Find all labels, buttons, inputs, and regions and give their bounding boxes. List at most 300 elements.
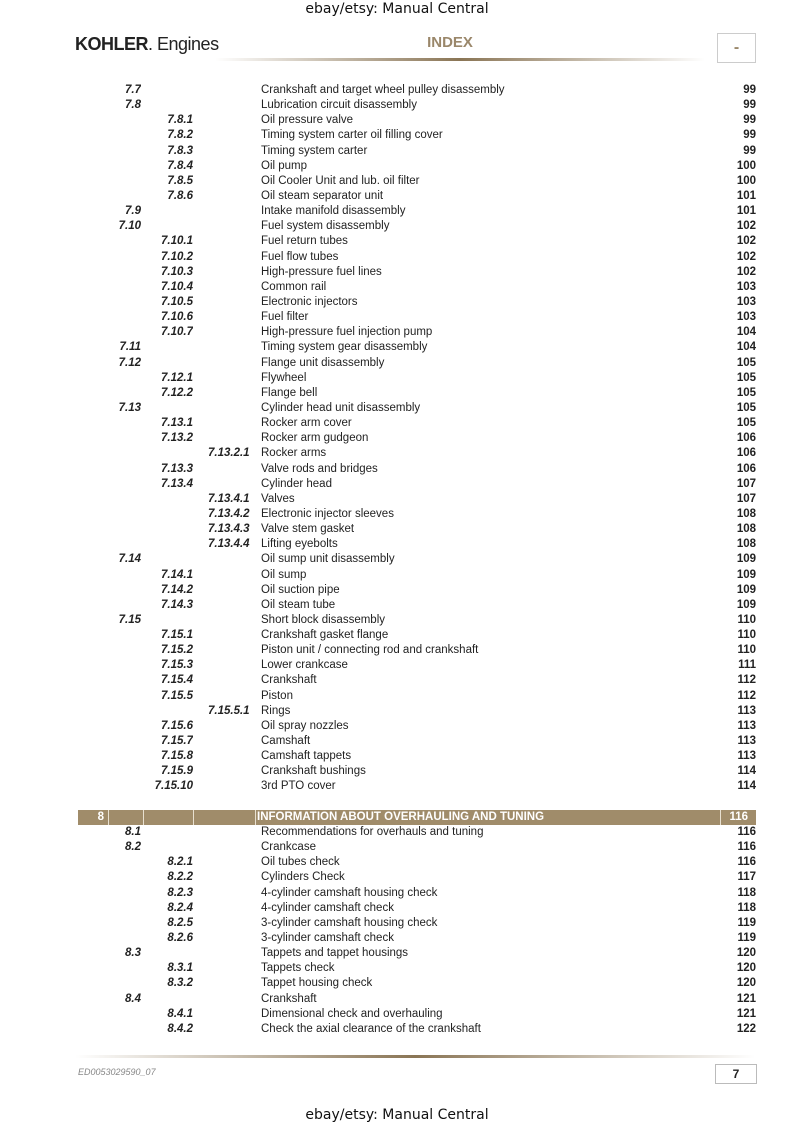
entry-number-spacer [78, 704, 141, 719]
entry-page: 114 [737, 765, 756, 778]
entry-number-spacer [208, 295, 258, 310]
index-entry[interactable] [78, 749, 756, 764]
entry-number: 7.10.5 [161, 295, 193, 308]
index-entry[interactable] [78, 916, 756, 931]
page-number: 7 [715, 1064, 757, 1084]
index-entry[interactable] [78, 204, 756, 219]
index-entry[interactable] [78, 431, 756, 446]
entry-number: 7.15.2 [161, 644, 193, 657]
index-entry[interactable] [78, 537, 756, 552]
entry-page: 102 [736, 220, 756, 233]
entry-title: Oil spray nozzles [261, 719, 349, 732]
index-entry[interactable] [78, 310, 756, 325]
entry-number: 7.12 [118, 356, 141, 369]
entry-number-spacer [78, 431, 141, 446]
entry-page: 109 [736, 598, 756, 611]
entry-number-spacer [141, 522, 193, 537]
entry-number-spacer [141, 204, 193, 219]
entry-number: 7.8.5 [167, 174, 193, 187]
entry-number: 7.14 [118, 553, 141, 566]
entry-number-spacer [141, 219, 193, 234]
entry-number-spacer [208, 568, 258, 583]
entry-page: 109 [736, 583, 756, 596]
entry-page: 107 [736, 477, 756, 490]
index-entry[interactable] [78, 189, 756, 204]
entry-title: Fuel system disassembly [261, 220, 390, 233]
index-entry[interactable] [78, 870, 756, 885]
entry-number: 7.8.3 [167, 144, 193, 157]
entry-number: 7.15.4 [161, 674, 193, 687]
entry-number: 7.13.4.3 [208, 523, 250, 536]
entry-number-spacer [208, 113, 258, 128]
entry-page: 106 [736, 432, 756, 445]
entry-number-spacer [208, 613, 258, 628]
entry-number: 7.10.6 [161, 311, 193, 324]
section-number: 8 [97, 811, 104, 823]
entry-title: Electronic injector sleeves [261, 507, 394, 520]
entry-number-spacer [78, 886, 141, 901]
entry-number: 7.14.1 [161, 568, 193, 581]
entry-number-spacer [208, 250, 258, 265]
entry-number-spacer [78, 719, 141, 734]
entry-number-spacer [78, 174, 141, 189]
entry-number: 7.13.4.1 [208, 492, 250, 505]
entry-page: 121 [736, 992, 756, 1005]
entry-number-spacer [141, 446, 193, 461]
index-entry[interactable] [78, 340, 756, 355]
entry-title: Oil pump [261, 159, 308, 172]
entry-number-spacer [78, 537, 141, 552]
entry-number-spacer [208, 658, 258, 673]
entry-number-spacer [141, 507, 193, 522]
entry-number-spacer [208, 431, 258, 446]
entry-number-spacer [208, 552, 258, 567]
entry-number: 7.15.9 [161, 765, 193, 778]
entry-number: 7.10.1 [161, 235, 193, 248]
entry-title: Fuel return tubes [261, 235, 348, 248]
entry-page: 99 [743, 114, 756, 127]
entry-number: 7.15.1 [161, 629, 193, 642]
index-entry[interactable] [78, 855, 756, 870]
index-entry[interactable] [78, 492, 756, 507]
entry-title: Oil steam separator unit [261, 189, 384, 202]
index-entry[interactable] [78, 280, 756, 295]
entry-number: 8.3 [125, 947, 141, 960]
entry-page: 99 [743, 99, 756, 112]
entry-number: 7.10.3 [161, 265, 193, 278]
index-entry[interactable] [78, 462, 756, 477]
index-entry[interactable] [78, 613, 756, 628]
entry-title: Tappet housing check [261, 977, 373, 990]
index-entry[interactable] [78, 628, 756, 643]
entry-number-spacer [141, 613, 193, 628]
entry-title: Rocker arm cover [261, 417, 352, 430]
entry-number-spacer [78, 734, 141, 749]
entry-page: 118 [737, 886, 756, 899]
entry-number: 7.13.4.2 [208, 507, 250, 520]
entry-page: 113 [737, 735, 756, 748]
entry-title: Crankshaft and target wheel pulley disassembly [261, 84, 505, 96]
entry-page: 110 [737, 629, 756, 642]
entry-number-spacer [141, 356, 193, 371]
entry-title: Tappets and tappet housings [261, 947, 409, 960]
entry-number: 7.15 [118, 613, 141, 626]
entry-number-spacer [78, 295, 141, 310]
index-entry[interactable] [78, 371, 756, 386]
entry-number-spacer [208, 234, 258, 249]
entry-number-spacer [78, 325, 141, 340]
entry-page: 105 [736, 417, 756, 430]
entry-number: 7.10.4 [161, 280, 193, 293]
entry-number-spacer [208, 840, 258, 855]
entry-number-spacer [78, 159, 141, 174]
entry-page: 119 [737, 931, 756, 944]
entry-number: 7.14.2 [161, 583, 193, 596]
index-entry[interactable] [78, 144, 756, 159]
entry-number-spacer [78, 446, 141, 461]
index-entry[interactable] [78, 552, 756, 567]
entry-title: Tappets check [261, 962, 335, 975]
entry-title: High-pressure fuel lines [261, 265, 382, 278]
entry-number: 7.10.2 [161, 250, 193, 263]
entry-number-spacer [208, 128, 258, 143]
entry-page: 114 [737, 780, 756, 793]
entry-title: Valves [261, 492, 295, 505]
entry-number-spacer [208, 779, 258, 794]
watermark-bottom: ebay/etsy: Manual Central [305, 1107, 489, 1123]
index-entry[interactable] [78, 734, 756, 749]
index-entry[interactable] [78, 673, 756, 688]
entry-number-spacer [78, 628, 141, 643]
entry-number-spacer [208, 901, 258, 916]
section-title: INFORMATION ABOUT OVERHAULING AND TUNING [257, 811, 545, 823]
entry-number: 8.2.5 [167, 916, 193, 929]
entry-number-spacer [78, 931, 141, 946]
index-entry[interactable] [78, 840, 756, 855]
entry-number-spacer [78, 916, 141, 931]
entry-number-spacer [208, 719, 258, 734]
entry-page: 99 [743, 84, 756, 96]
entry-number-spacer [78, 598, 141, 613]
entry-page: 119 [737, 916, 756, 929]
entry-number-spacer [208, 992, 258, 1007]
index-entry[interactable] [78, 976, 756, 991]
page-title: INDEX [427, 34, 473, 51]
entry-title: Crankshaft gasket flange [261, 629, 389, 642]
entry-number-spacer [78, 522, 141, 537]
entry-number-spacer [208, 144, 258, 159]
entry-number-spacer [208, 174, 258, 189]
entry-number-spacer [208, 325, 258, 340]
entry-title: Rocker arm gudgeon [261, 432, 369, 445]
index-entry[interactable] [78, 356, 756, 371]
entry-number-spacer [208, 98, 258, 113]
entry-title: Intake manifold disassembly [261, 205, 406, 218]
index-entry[interactable] [78, 583, 756, 598]
entry-page: 103 [736, 280, 756, 293]
index-entry[interactable] [78, 219, 756, 234]
index-entry[interactable] [78, 265, 756, 280]
index-entry[interactable] [78, 250, 756, 265]
entry-title: Oil sump unit disassembly [261, 553, 395, 566]
entry-page: 107 [736, 492, 756, 505]
entry-number-spacer [208, 310, 258, 325]
section-page: 116 [729, 811, 748, 823]
entry-number-spacer [208, 931, 258, 946]
entry-number-spacer [208, 219, 258, 234]
entry-title: Timing system carter oil filling cover [261, 129, 443, 142]
index-entry[interactable] [78, 416, 756, 431]
entry-page: 99 [743, 129, 756, 142]
entry-number-spacer [208, 689, 258, 704]
entry-page: 118 [737, 901, 756, 914]
index-entry[interactable] [78, 886, 756, 901]
index-entry[interactable] [78, 113, 756, 128]
entry-page: 111 [738, 659, 756, 672]
entry-number: 8.2 [125, 841, 141, 854]
index-entry[interactable] [78, 689, 756, 704]
entry-number-spacer [78, 961, 141, 976]
document-id: ED0053029590_07 [78, 1067, 156, 1077]
entry-title: Fuel filter [261, 311, 309, 324]
entry-title: Flywheel [261, 371, 307, 384]
entry-number-spacer [78, 234, 141, 249]
entry-number-spacer [208, 643, 258, 658]
index-entry[interactable] [78, 643, 756, 658]
entry-title: Piston [261, 689, 293, 702]
entry-page: 112 [737, 674, 756, 687]
entry-number: 7.8.6 [167, 189, 193, 202]
entry-number-spacer [141, 946, 193, 961]
entry-title: Oil suction pipe [261, 583, 340, 596]
entry-number: 7.9 [125, 205, 141, 218]
entry-number-spacer [208, 204, 258, 219]
entry-number-spacer [78, 673, 141, 688]
entry-title: Flange unit disassembly [261, 356, 385, 369]
entry-number: 7.11 [119, 341, 141, 354]
entry-title: Short block disassembly [261, 613, 385, 626]
entry-number: 7.8.2 [167, 129, 193, 142]
entry-title: Lifting eyebolts [261, 538, 338, 551]
entry-page: 101 [736, 189, 756, 202]
entry-number-spacer [208, 598, 258, 613]
entry-number-spacer [78, 764, 141, 779]
index-entry[interactable] [78, 825, 756, 840]
entry-number: 7.15.5.1 [208, 704, 250, 717]
entry-page: 104 [736, 326, 756, 339]
entry-title: Piston unit / connecting rod and crankshaft [261, 644, 479, 657]
index-list-section7 [78, 83, 756, 795]
entry-page: 105 [736, 371, 756, 384]
index-entry[interactable] [78, 522, 756, 537]
entry-number-spacer [208, 401, 258, 416]
index-entry[interactable] [78, 325, 756, 340]
entry-title: Electronic injectors [261, 295, 358, 308]
entry-number: 7.8 [125, 99, 141, 112]
entry-title: 4-cylinder camshaft housing check [261, 886, 438, 899]
entry-number: 7.10 [118, 220, 141, 233]
entry-number: 7.7 [125, 84, 141, 96]
entry-page: 120 [736, 962, 756, 975]
index-entry[interactable] [78, 446, 756, 461]
entry-page: 104 [736, 341, 756, 354]
logo-brand: KOHLER [75, 34, 148, 54]
index-entry[interactable] [78, 386, 756, 401]
entry-number-spacer [141, 840, 193, 855]
entry-number-spacer [78, 477, 141, 492]
footer-divider [75, 1055, 755, 1058]
entry-page: 105 [736, 356, 756, 369]
entry-number-spacer [78, 113, 141, 128]
index-entry[interactable] [78, 764, 756, 779]
index-entry[interactable] [78, 98, 756, 113]
entry-title: Crankcase [261, 841, 316, 854]
entry-number: 8.1 [125, 826, 141, 838]
index-entry[interactable] [78, 779, 756, 794]
entry-number-spacer [78, 568, 141, 583]
entry-page: 113 [737, 719, 756, 732]
entry-page: 113 [737, 750, 756, 763]
index-entry[interactable] [78, 128, 756, 143]
entry-page: 105 [736, 401, 756, 414]
entry-number: 7.12.1 [161, 371, 193, 384]
entry-number-spacer [208, 855, 258, 870]
entry-page: 122 [736, 1022, 756, 1035]
entry-number: 8.2.4 [167, 901, 193, 914]
entry-page: 116 [737, 841, 756, 854]
entry-number-spacer [208, 1007, 258, 1022]
entry-title: Oil sump [261, 568, 307, 581]
entry-number-spacer [78, 386, 141, 401]
entry-title: 3rd PTO cover [261, 780, 336, 793]
entry-number: 7.13.2 [161, 432, 193, 445]
entry-number-spacer [208, 825, 258, 840]
entry-number: 8.2.1 [167, 856, 193, 869]
entry-page: 117 [737, 871, 756, 884]
entry-page: 121 [736, 1007, 756, 1020]
index-entry[interactable] [78, 568, 756, 583]
entry-number: 8.2.2 [167, 871, 193, 884]
entry-number-spacer [141, 704, 193, 719]
entry-title: Oil tubes check [261, 856, 340, 869]
index-entry[interactable] [78, 83, 756, 98]
entry-title: Lubrication circuit disassembly [261, 99, 417, 112]
index-entry[interactable] [78, 174, 756, 189]
entry-number-spacer [141, 992, 193, 1007]
entry-number-spacer [78, 492, 141, 507]
entry-page: 110 [737, 613, 756, 626]
index-entry[interactable] [78, 946, 756, 961]
index-entry[interactable] [78, 234, 756, 249]
entry-number: 7.15.8 [161, 750, 193, 763]
entry-number-spacer [208, 477, 258, 492]
entry-page: 108 [736, 538, 756, 551]
entry-number-spacer [208, 916, 258, 931]
index-entry[interactable] [78, 598, 756, 613]
index-entry[interactable] [78, 477, 756, 492]
entry-title: Valve stem gasket [261, 523, 355, 536]
entry-number-spacer [208, 764, 258, 779]
entry-number-spacer [78, 1007, 141, 1022]
index-entry[interactable] [78, 1022, 756, 1037]
entry-number-spacer [78, 144, 141, 159]
index-entry[interactable] [78, 992, 756, 1007]
entry-number: 8.4.1 [167, 1007, 193, 1020]
index-entry[interactable] [78, 507, 756, 522]
entry-number: 7.13.2.1 [208, 447, 250, 460]
entry-title: Rocker arms [261, 447, 327, 460]
entry-number: 8.3.1 [167, 962, 193, 975]
entry-page: 102 [736, 250, 756, 263]
entry-number-spacer [141, 340, 193, 355]
entry-page: 108 [736, 523, 756, 536]
index-entry[interactable] [78, 961, 756, 976]
entry-number-spacer [208, 159, 258, 174]
index-entry[interactable] [78, 1007, 756, 1022]
entry-page: 120 [736, 977, 756, 990]
entry-number: 7.13.1 [161, 417, 193, 430]
entry-number-spacer [78, 128, 141, 143]
entry-number-spacer [78, 462, 141, 477]
index-entry[interactable] [78, 704, 756, 719]
entry-title: 3-cylinder camshaft check [261, 931, 394, 944]
entry-page: 112 [737, 689, 756, 702]
entry-title: Crankshaft bushings [261, 765, 366, 778]
index-entry[interactable] [78, 295, 756, 310]
entry-number-spacer [208, 734, 258, 749]
entry-number-spacer [208, 870, 258, 885]
entry-title: Valve rods and bridges [261, 462, 378, 475]
index-entry[interactable] [78, 159, 756, 174]
entry-number-spacer [208, 416, 258, 431]
index-entry[interactable] [78, 658, 756, 673]
entry-title: Fuel flow tubes [261, 250, 339, 263]
entry-number-spacer [208, 961, 258, 976]
logo-suffix: Engines [157, 34, 219, 54]
entry-number-spacer [78, 280, 141, 295]
entry-number: 8.2.3 [167, 886, 193, 899]
entry-page: 103 [736, 311, 756, 324]
entry-number: 7.10.7 [161, 326, 193, 339]
entry-title: 3-cylinder camshaft housing check [261, 916, 438, 929]
entry-number-spacer [208, 280, 258, 295]
entry-number-spacer [141, 83, 193, 98]
index-entry[interactable] [78, 401, 756, 416]
entry-number: 7.14.3 [161, 598, 193, 611]
entry-number-spacer [78, 870, 141, 885]
entry-number-spacer [208, 265, 258, 280]
entry-page: 101 [736, 205, 756, 218]
entry-number: 7.8.1 [167, 114, 193, 127]
entry-number-spacer [208, 749, 258, 764]
entry-number-spacer [208, 1022, 258, 1037]
index-entry[interactable] [78, 931, 756, 946]
entry-number-spacer [208, 356, 258, 371]
entry-number: 8.4.2 [167, 1022, 193, 1035]
index-entry[interactable] [78, 901, 756, 916]
entry-number: 7.13.3 [161, 462, 193, 475]
entry-title: Recommendations for overhauls and tuning [261, 826, 484, 838]
entry-number-spacer [78, 901, 141, 916]
entry-number-spacer [78, 416, 141, 431]
entry-number-spacer [78, 265, 141, 280]
entry-title: Check the axial clearance of the crankshaft [261, 1022, 481, 1035]
index-entry[interactable] [78, 719, 756, 734]
entry-number-spacer [78, 749, 141, 764]
entry-number-spacer [78, 507, 141, 522]
entry-number-spacer [78, 583, 141, 598]
entry-title: Timing system carter [261, 144, 368, 157]
